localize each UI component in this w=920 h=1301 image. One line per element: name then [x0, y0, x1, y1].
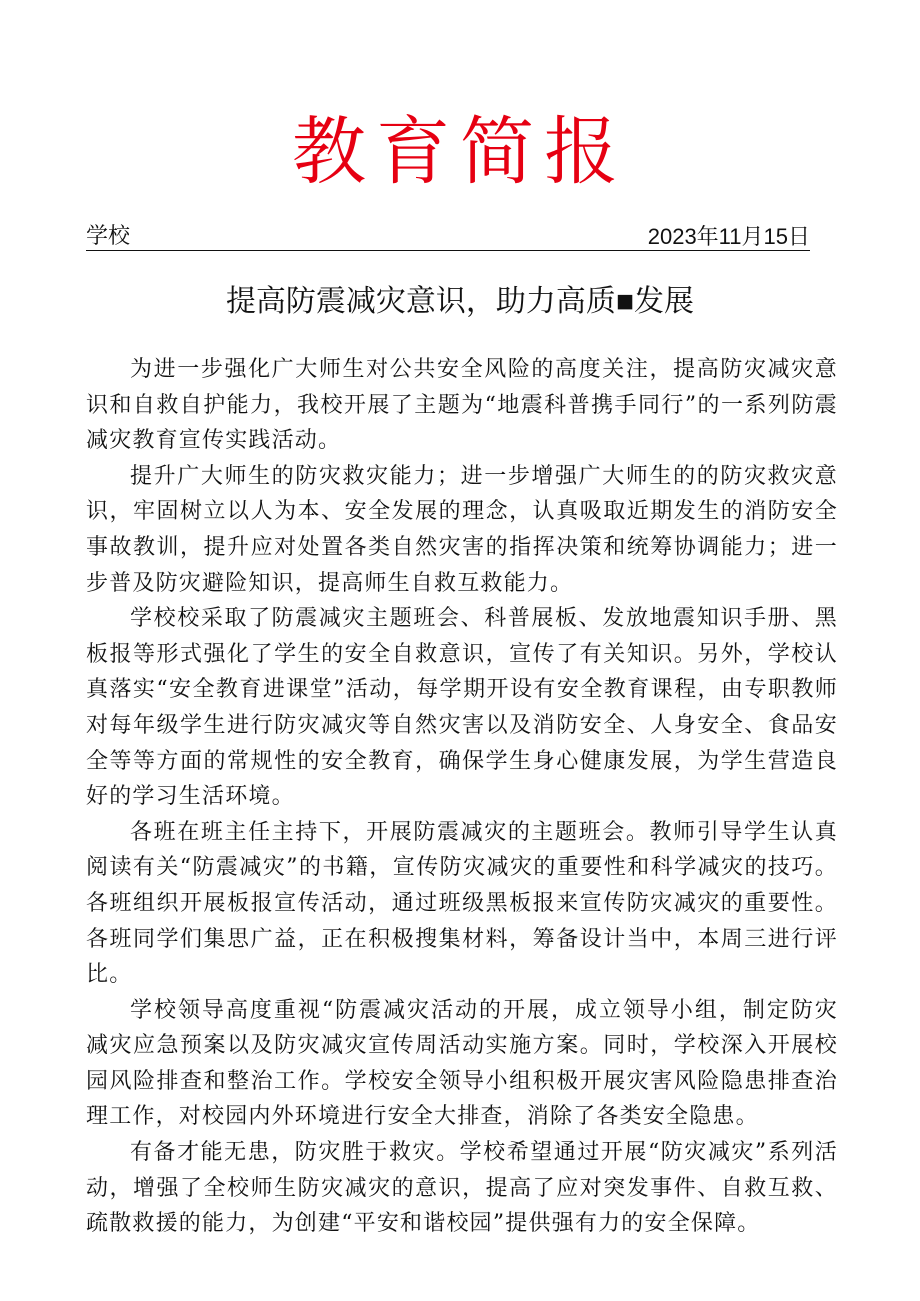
- meta-line: [86, 224, 810, 251]
- paragraph: 学校领导高度重视“防震减灾活动的开展，成立领导小组，制定防灾减灾应急预案以及防灾减灾宣传周活动实施方案。同时，学校深入开展校园风险排查和整治工作。学校安全领导小组积极开展灾害风险隐患排查治理工作，对校园内外环境进行安全大排查，消除了各类安全隐患。: [86, 997, 838, 1130]
- article-body: [86, 352, 838, 1242]
- article-headline: 提高防震减灾意识，助力高质■发展: [225, 285, 695, 318]
- paragraph: 提升广大师生的防灾救灾能力；进一步增强广大师生的的防灾救灾意识，牢固树立以人为本、安全发展的理念，认真吸取近期发生的消防安全事故教训，提升应对处置各类自然灾害的指挥决策和统筹协调能力；进一步普及防灾避险知识，提高师生自救互救能力。: [86, 463, 838, 596]
- paragraph: 学校校采取了防震减灾主题班会、科普展板、发放地震知识手册、黑板报等形式强化了学生的安全自救意识，宣传了有关知识。另外，学校认真落实“安全教育进课堂”活动，每学期开设有安全教育课程，由专职教师对每年级学生进行防灾减灾等自然灾害以及消防安全、人身安全、食品安全等等方面的常规性的安全教育，确保学生身心健康发展，为学生营造良好的学习生活环境。: [86, 606, 838, 810]
- paragraph: 有备才能无患，防灾胜于救灾。学校希望通过开展“防灾减灾”系列活动，增强了全校师生防灾减灾的意识，提高了应对突发事件、自救互救、疏散救援的能力，为创建“平安和谐校园”提供强有力的安全保障。: [86, 1140, 838, 1237]
- issue-date: 2023年11月15日: [647, 224, 810, 249]
- newsletter-masthead: 教育简报: [292, 109, 628, 195]
- school-label: 学校: [86, 224, 131, 249]
- paragraph: 为进一步强化广大师生对公共安全风险的高度关注，提高防灾减灾意识和自救自护能力，我校开展了主题为“地震科普携手同行”的一系列防震减灾教育宣传实践活动。: [86, 357, 838, 454]
- paragraph: 各班在班主任主持下，开展防震减灾的主题班会。教师引导学生认真阅读有关“防震减灾”的书籍，宣传防灾减灾的重要性和科学减灾的技巧。各班组织开展板报宣传活动，通过班级黑板报来宣传防灾减灾的重要性。各班同学们集思广益，正在积极搜集材料，筹备设计当中，本周三进行评比。: [86, 819, 838, 988]
